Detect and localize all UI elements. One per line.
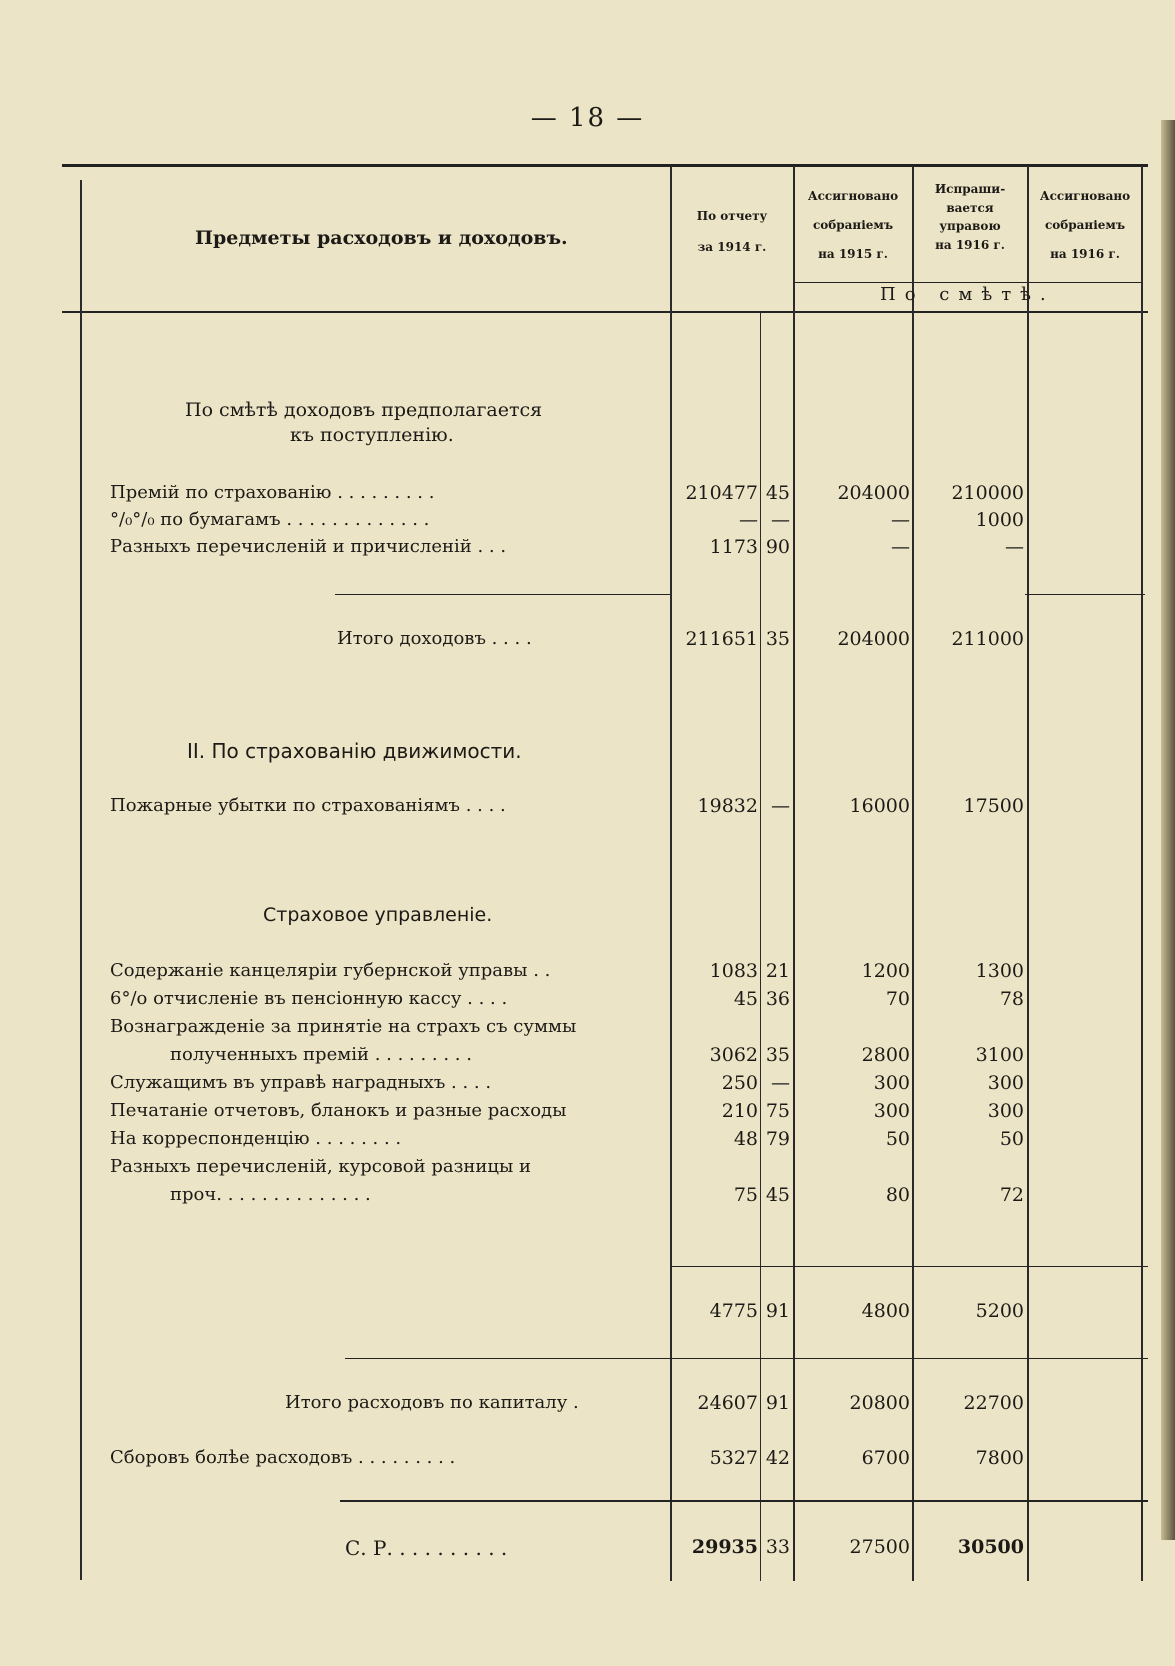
- section1-title-line1: По смѣтѣ доходовъ предполагается: [185, 399, 543, 421]
- admin-row-1916: 300: [987, 1100, 1024, 1122]
- admin-row-label: Разныхъ перечисленій, курсовой разницы и: [110, 1156, 532, 1177]
- total-capital-kop: 91: [765, 1392, 790, 1414]
- admin-row-rub: 1083: [709, 960, 758, 982]
- header-po-smete: По смѣтѣ.: [880, 284, 1055, 305]
- header-col3-line4: на 1916 г.: [935, 237, 1005, 252]
- admin-row-rub: 45: [733, 988, 758, 1010]
- admin-row-1915: 300: [873, 1072, 910, 1094]
- header-col2: [795, 185, 911, 265]
- header-col1-line2: за 1914 г.: [697, 239, 767, 254]
- admin-row-rub: 48: [733, 1128, 758, 1150]
- admin-row-1915: 300: [873, 1100, 910, 1122]
- income-row-rub: 210477: [685, 482, 758, 504]
- income-row-label: °/₀°/₀ по бумагамъ . . . . . . . . . . . . .: [110, 509, 430, 530]
- admin-row-rub: 3062: [709, 1044, 758, 1066]
- income-row-label: Разныхъ перечисленій и причисленій . . .: [110, 536, 507, 557]
- subtotal-rub: 4775: [709, 1300, 758, 1322]
- subtotal-kop: 91: [765, 1300, 790, 1322]
- surplus-rub: 5327: [709, 1447, 758, 1469]
- subtotal-1915: 4800: [861, 1300, 910, 1322]
- header-col1-line1: По отчету: [696, 209, 768, 223]
- col-line-4: [1027, 166, 1029, 1581]
- header-col4-line1: Ассигновано: [1039, 189, 1131, 203]
- admin-row-rub: 250: [721, 1072, 758, 1094]
- admin-row-kop: —: [771, 1072, 790, 1094]
- po-smete-rule: [793, 282, 1141, 283]
- total-capital-rub: 24607: [697, 1392, 758, 1414]
- col-line-3: [912, 166, 914, 1581]
- income-row-rub: —: [739, 509, 758, 531]
- subtotal-1916: 5200: [975, 1300, 1024, 1322]
- header-subjects: Предметы расходовъ и доходовъ.: [195, 227, 568, 249]
- total-capital-1915: 20800: [849, 1392, 910, 1414]
- fire-losses-1916: 17500: [963, 795, 1024, 817]
- admin-row-1915: 80: [885, 1184, 910, 1206]
- section1-total-1915: 204000: [837, 628, 910, 650]
- header-col4: [1029, 185, 1141, 265]
- admin-row-1915: 70: [885, 988, 910, 1010]
- section1-title-line2: къ поступленію.: [290, 424, 454, 446]
- admin-row-1916: 50: [999, 1128, 1024, 1150]
- subtotal-top-rule: [670, 1266, 1148, 1267]
- income-row-1915: —: [891, 509, 910, 531]
- admin-row-rub: 75: [733, 1184, 758, 1206]
- fire-losses-1915: 16000: [849, 795, 910, 817]
- admin-row-label: полученныхъ премій . . . . . . . . .: [170, 1044, 472, 1065]
- header-col3-line3: управою: [939, 219, 1001, 234]
- admin-row-1915: 1200: [861, 960, 910, 982]
- admin-row-kop: 75: [765, 1100, 790, 1122]
- top-rule: [62, 164, 1148, 167]
- header-bottom-rule: [62, 311, 1148, 313]
- sr-kop: 33: [765, 1536, 790, 1558]
- page-edge: [1161, 120, 1175, 1540]
- header-col4-line2: собраніемъ: [1044, 217, 1126, 232]
- income-row-kop: 45: [765, 482, 790, 504]
- fire-losses-label: Пожарные убытки по страхованіямъ . . . .: [110, 795, 506, 816]
- sr-label: С. Р. . . . . . . . . .: [345, 1536, 508, 1560]
- admin-row-1916: 300: [987, 1072, 1024, 1094]
- fire-losses-rub: 19832: [697, 795, 758, 817]
- surplus-1915: 6700: [861, 1447, 910, 1469]
- surplus-1916: 7800: [975, 1447, 1024, 1469]
- total-capital-label: Итого расходовъ по капиталу .: [285, 1392, 579, 1413]
- header-col3-line2: вается: [946, 200, 994, 215]
- income-row-rub: 1173: [709, 536, 758, 558]
- section1-total-kop: 35: [765, 628, 790, 650]
- header-col4-line3: на 1916 г.: [1050, 246, 1120, 261]
- col-line-1: [670, 166, 672, 1581]
- admin-row-1915: 50: [885, 1128, 910, 1150]
- admin-row-kop: 79: [765, 1128, 790, 1150]
- left-margin-line: [80, 180, 82, 1580]
- admin-row-rub: 210: [721, 1100, 758, 1122]
- sr-1916: 30500: [957, 1536, 1024, 1558]
- admin-row-1915: 2800: [861, 1044, 910, 1066]
- income-row-kop: 90: [765, 536, 790, 558]
- admin-row-kop: 35: [765, 1044, 790, 1066]
- section1-total-label: Итого доходовъ . . . .: [337, 628, 532, 649]
- surplus-kop: 42: [765, 1447, 790, 1469]
- admin-row-kop: 21: [765, 960, 790, 982]
- total-capital-1916: 22700: [963, 1392, 1024, 1414]
- sr-1915: 27500: [849, 1536, 910, 1558]
- income-row-1916: —: [1005, 536, 1024, 558]
- admin-row-label: 6°/о отчисленіе въ пенсіонную кассу . . . .: [110, 988, 508, 1009]
- fire-losses-kop: —: [771, 795, 790, 817]
- section1-total-rub: 211651: [685, 628, 758, 650]
- admin-row-label: проч. . . . . . . . . . . . . .: [170, 1184, 371, 1205]
- admin-row-label: Служащимъ въ управѣ наградныхъ . . . .: [110, 1072, 492, 1093]
- header-col3: [914, 180, 1026, 254]
- income-row-1916: 210000: [951, 482, 1024, 504]
- admin-row-1916: 72: [999, 1184, 1024, 1206]
- surplus-label: Сборовъ болѣе расходовъ . . . . . . . . .: [110, 1447, 456, 1468]
- header-col3-line1: Испраши-: [934, 182, 1006, 196]
- header-col2-line1: Ассигновано: [807, 189, 899, 203]
- sr-rule: [340, 1500, 1148, 1502]
- section2-subtitle: Страховое управленіе.: [263, 904, 493, 926]
- admin-row-1916: 1300: [975, 960, 1024, 982]
- section1-total-rule-right: [1025, 594, 1145, 595]
- sr-rub: 29935: [691, 1536, 758, 1558]
- income-row-label: Премій по страхованію . . . . . . . . .: [110, 482, 435, 503]
- admin-row-kop: 45: [765, 1184, 790, 1206]
- header-col1: [672, 205, 792, 259]
- admin-row-label: Печатаніе отчетовъ, бланокъ и разные расходы: [110, 1100, 567, 1121]
- col-line-5: [1141, 166, 1143, 1581]
- section2-title: II. По страхованію движимости.: [187, 739, 522, 763]
- income-row-1915: —: [891, 536, 910, 558]
- col-line-2: [793, 166, 795, 1581]
- admin-row-label: Содержаніе канцеляріи губернской управы . .: [110, 960, 551, 981]
- admin-row-kop: 36: [765, 988, 790, 1010]
- income-row-1915: 204000: [837, 482, 910, 504]
- admin-row-label: На корреспонденцію . . . . . . . .: [110, 1128, 402, 1149]
- section1-total-1916: 211000: [951, 628, 1024, 650]
- income-row-kop: —: [771, 509, 790, 531]
- admin-row-1916: 78: [999, 988, 1024, 1010]
- total-capital-rule: [345, 1358, 1148, 1359]
- page-number: — 18 —: [530, 103, 645, 133]
- header-col2-line2: собраніемъ: [812, 217, 894, 232]
- section1-total-rule: [335, 594, 670, 595]
- col-line-kop: [760, 313, 761, 1581]
- income-row-1916: 1000: [975, 509, 1024, 531]
- header-col2-line3: на 1915 г.: [818, 246, 888, 261]
- admin-row-1916: 3100: [975, 1044, 1024, 1066]
- admin-row-label: Вознагражденіе за принятіе на страхъ съ суммы: [110, 1016, 577, 1037]
